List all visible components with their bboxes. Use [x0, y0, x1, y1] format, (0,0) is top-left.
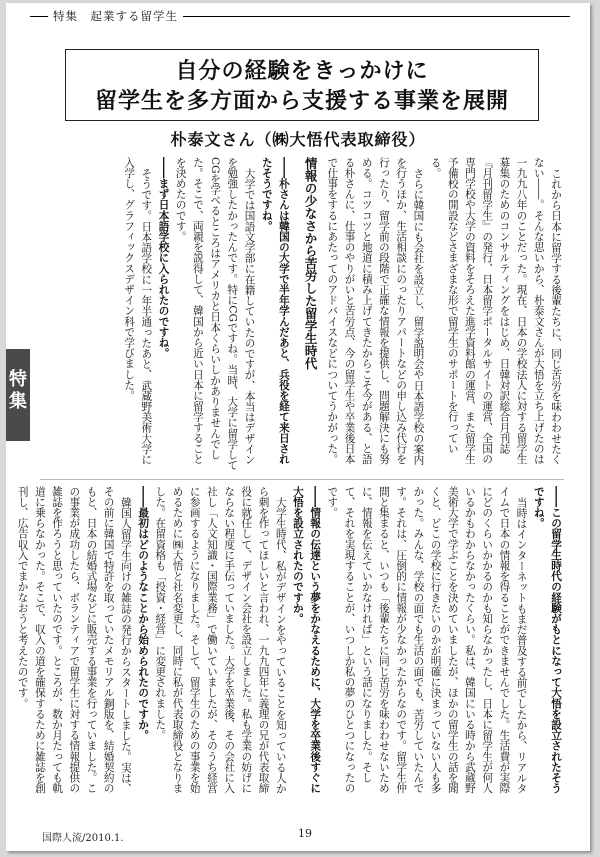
body-row-upper — [40, 157, 564, 474]
section-heading: 情報の少なさから苦労した留学生時代 — [303, 157, 319, 370]
interview-question: ――情報の伝達という夢をかなえるために、大学を卒業後すぐに大悟を設立されたのですか。 — [291, 486, 322, 794]
interview-question: ――この留学生時代の経験がもとになって大悟を設立されたそうですね。 — [532, 486, 562, 794]
paragraph: 当時はインターネットもまだ普及する前でしたから、リアルタイムで日本の情報を得ることができませんでした。生活費が実際にどのくらいかかるのかも知らなかったし、日本に留学生が何人いるかもわからなかったくらい。私は、韓国にいる時から武蔵野美術大学で学ぶことを決めていましたが、ほかの留学生の話を聞くと、どこの学校に行きたいのかが明確に決まっていない人も多かった。みんな、学校の面でも生活の面でも、苦労していたんです。それは、圧倒的に情報が少なかったからなのです。留学生仲間と集まると、いつも「後輩たちに同じ苦労を味わわせないために、情報を伝えていかなければ」という話になりました。そして、それを実現することが、いつしか私の夢のひとつになったのです。 — [326, 486, 528, 794]
paragraph: 大学では国語文学部に在籍していたのですが、本当はデザインを勉強したかったんです。特にCGですね。当時、大学に留学してCGを学べるところはアメリカと日本くらいしかありませんでした。そこで、両親を説得して、韓国から近い日本に留学することを決めたのです。 — [174, 157, 256, 471]
paragraph: そうです。日本語学校に一年半通ったあと、武蔵野美術大学に入学し、グラフィックスデザイン科で学びました。 — [123, 157, 153, 465]
page-number: 19 — [298, 827, 312, 840]
byline: 朴泰文さん（㈱大悟代表取締役） — [170, 130, 426, 149]
side-tag — [6, 349, 30, 441]
section-header: 特集 起業する留学生 — [48, 8, 183, 24]
paragraph: さらに韓国にも会社を設立し、留学説明会や日本語学校の案内を行うほか、生活相談にのったりアパートなどの申し込み代行を行ったり、留学前の段階で正確な情報を提供し、問題解決にも努める。コツコツと地道に積み上げてきたからこそ今がある、と語る朴さんに、仕事のやりがいと苦労点、今の留学生や卒業後日本で仕事をするにあたってのアドバイスなどについてうかがった。 — [326, 157, 425, 465]
paragraph: 大学生時代、私がデザインをやっていることを知っている人から刺を作ってほしいと言われ、一九九四年に義理の兄が代表取締役に就任して、デザイン会社を設立しました。私も学業の妨げにならない程度に手伝っていました。大学を卒業後、その会社に入社し「人文知識・国際業務」で働いていましたが、そのうち経営に参画するようになりました。そして、留学生のための事業を始めるために㈱大悟と社名変更し、同時に私が代表取締役となりました。在留資格も「投資・経営」に変更されました。 — [154, 486, 287, 794]
vertical-text-lower — [16, 486, 564, 803]
interview-question: ――朴さんは韓国の大学で半年学んだあと、兵役を経て来日されたそうですね。 — [260, 157, 290, 465]
title-box — [65, 49, 539, 121]
row-divider — [40, 479, 564, 480]
paragraph: 韓国人留学生向けの雑誌の発行からスタートしました。実は、その前に韓国で特許を取っていたメモリアル銅版を、結婚契約のもと、日本の結婚式場などに販売する事業を行っていました。この事業が成功したら、ボランティアで留学生に対する情報提供の雑誌を作ろうと思っていたのです。ところが、数か月たっても軌道に乗らなかった。そこで、収入の道を確保するために雑誌を創刊し、広告収入でまかなおうと考えたのです。 — [16, 486, 132, 794]
interview-question: ――まず日本語学校に入られたのですね。 — [157, 157, 170, 359]
interview-question: ――最初はどのようなことから始められたのですか。 — [137, 486, 150, 741]
footer-source: 国際人流/2010.1. — [42, 833, 124, 844]
paragraph: これから日本に留学する後輩たちに、同じ苦労を味わわせたくない――。そんな思いから、朴泰文さんが大悟を立ち上げたのは一九九八年のことだった。現在、日本の学校法人に対する留学生募集のためのコンサルティングをはじめ、日韓対訳総合月刊誌『月刊留学生』の発行、日本留学ポータルサイトの運営、全国の専門学校や大学の資料をそろえた進学資料館の運営、また留学生予備校の開設などさまざまな形で留学生のサポートを行っている。 — [429, 157, 562, 465]
body-row-lower — [16, 486, 564, 803]
magazine-page — [6, 3, 590, 851]
article-title-line-1: 自分の経験をきっかけに — [175, 58, 429, 84]
vertical-text-upper — [40, 157, 564, 474]
side-tag-label: 特集 — [9, 369, 27, 412]
article-title-line-2: 留学生を多方面から支援する事業を展開 — [94, 88, 509, 114]
